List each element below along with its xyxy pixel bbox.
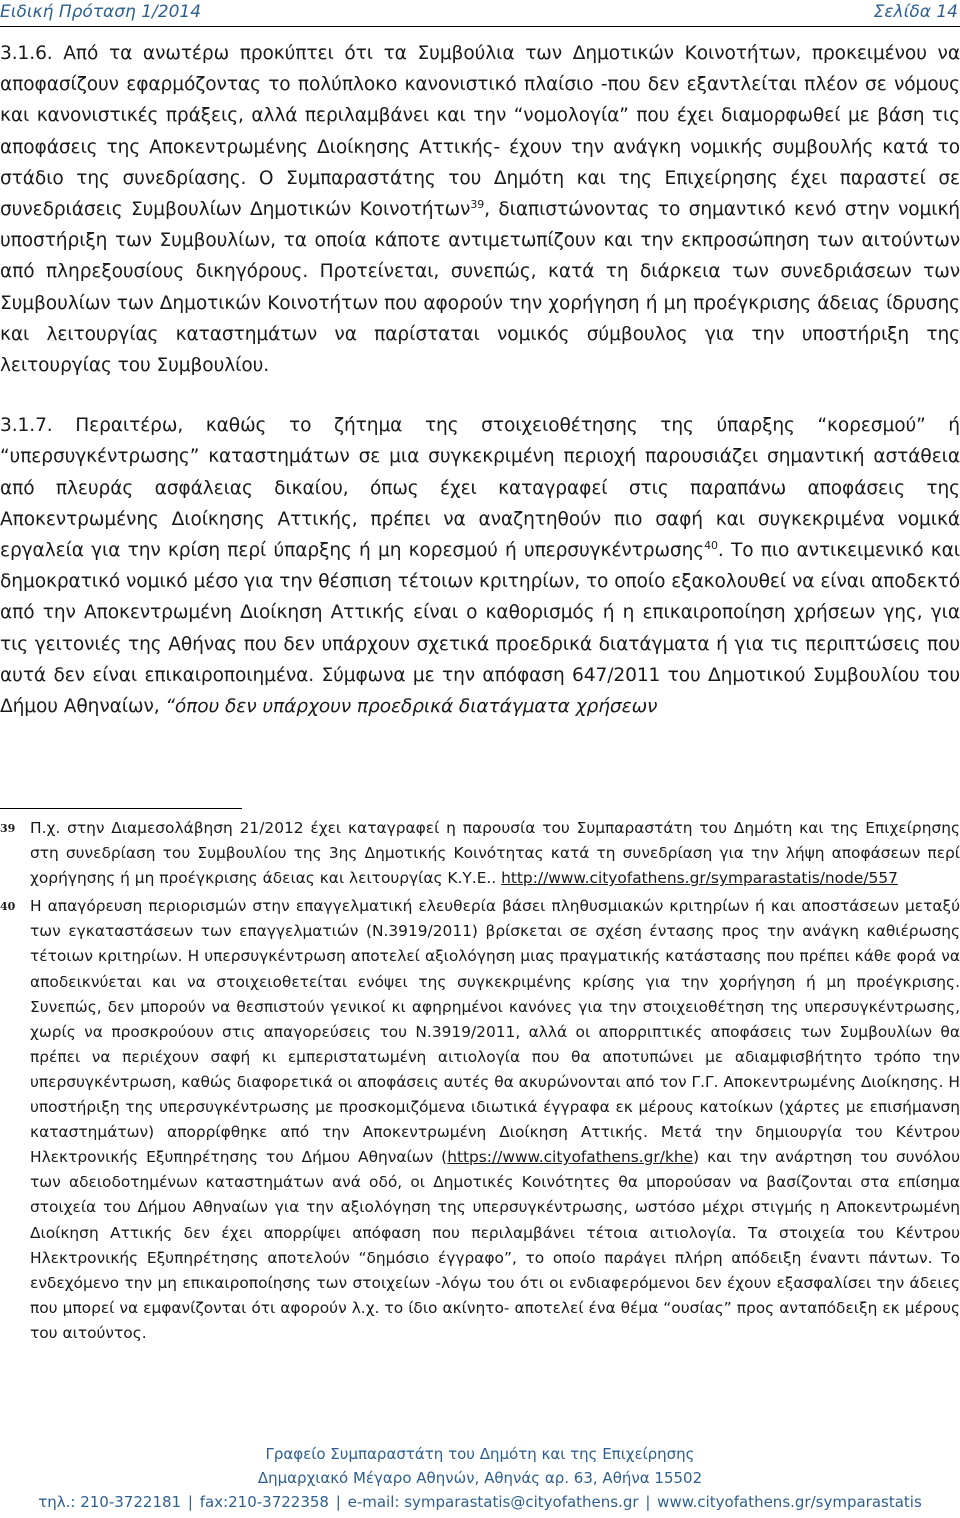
divider: | <box>335 1493 341 1511</box>
document-title: Ειδική Πρόταση 1/2014 <box>0 2 202 22</box>
footnote-number: 40 <box>0 900 16 914</box>
footer-fax: fax:210-3722358 <box>199 1493 329 1511</box>
footnotes <box>0 816 960 1349</box>
footnote-link[interactable]: http://www.cityofathens.gr/symparastatis/node/557 <box>501 869 898 888</box>
footnote-40 <box>0 894 960 1346</box>
footer-office: Γραφείο Συμπαραστάτη του Δημότη και της Επιχείρησης <box>265 1445 695 1463</box>
page-header <box>0 0 960 27</box>
footnote-text: Η απαγόρευση περιορισμών στην επαγγελματική ελευθερία βάσει πληθυσμιακών κριτηρίων ή και αποστάσεων μεταξύ των εγκαταστάσεων των επαγγελματιών (Ν.3919/2011) βρίσκεται σε σχέση έντασης προς την ανάγκη καθιέρωσης τέτοιων κριτηρίων. Η υπερσυγκέντρωση αποτελεί αξιολόγηση μιας πραγματικής κατάστασης που πρέπει κάθε φορά να αποδεικνύεται και να στοιχειοθετείται ενόψει της συγκεκριμένης κρίσης για την χορήγηση ή μη προέγκρισης. Συνεπώς, δεν μπορούν να θεσπιστούν γενικοί κι αφηρημένοι κανόνες για την στοιχειοθέτηση της υπερσυγκέντρωσης, χωρίς να προσκρούουν στις απαγορεύσεις του Ν.3919/2011, αλλά οι απορριπτικές αποφάσεις των Συμβουλίων θα πρέπει να περιέχουν σαφή κι εμπεριστατωμένη αιτιολογία που θα αποτυπώνει με αδιαμφισβήτητο τρόπο την υπερσυγκέντρωση, καθώς διαφορετικά οι αποφάσεις αυτές θα ακυρώνονται από τον Γ.Γ. Αποκεντρωμένης Διοίκησης. Η υποστήριξη της υπερσυγκέντρωσης με προσκομιζόμενα ιδιωτικά έγγραφα εκ μέρους κατοίκων (χάρτες με επισήμανση καταστημάτων) απορρίφθηκε από την Αποκεντρωμένη Διοίκηση Αττικής. Μετά την δημιουργία του Κέντρου Ηλεκτρονικής Εξυπηρέτησης του Δήμου Αθηναίων ( <box>30 897 960 1167</box>
footnote-39 <box>0 816 960 891</box>
footer-contacts <box>0 1490 960 1514</box>
footnote-link[interactable]: https://www.cityofathens.gr/khe <box>447 1148 694 1167</box>
footnote-text: ) και την ανάρτηση του συνόλου των αδειοδοτημένων καταστημάτων ανά οδό, οι Δημοτικές Κοινότητες θα μπορούσαν να βασίζονται στα επίσημα στοιχεία του Δήμου Αθηναίων για την αξιολόγηση της υπερσυγκέντρωσης, ωστόσο μέχρι στιγμής η Αποκεντρωμένη Διοίκηση Αττικής δεν έχει απορρίψει απόφαση που περιλαμβάνει τέτοια αιτιολογία. Τα στοιχεία του Κέντρου Ηλεκτρονικής Εξυπηρέτησης αποτελούν “δημόσιο έγγραφο”, το οποίο παράγει πλήρη απόδειξη έναντι πάντων. Το ενδεχόμενο την μη επικαιροποίησης των στοιχείων -λόγω του ότι οι ενδιαφερόμενοι δεν έχουν εξασφαλίσει την άδειες που μπορεί να εμφανίζονται ότι αφορούν λ.χ. το ίδιο ακίνητο- αποτελεί ένα θέμα “ουσίας” προς ανταπόδειξη εκ μέρους του αιτούντος. <box>30 1148 960 1342</box>
footer-website[interactable]: www.cityofathens.gr/symparastatis <box>657 1493 922 1511</box>
page-number: Σελίδα 14 <box>873 2 958 22</box>
quoted-text: “όπου δεν υπάρχουν προεδρικά διατάγματα χρήσεων <box>165 696 658 718</box>
body-text <box>0 38 960 722</box>
footnote-ref-40[interactable]: 40 <box>704 538 718 552</box>
divider: | <box>187 1493 193 1511</box>
footnote-separator <box>0 808 242 809</box>
paragraph-text: 3.1.6. Από τα ανωτέρω προκύπτει ότι τα Συμβούλια των Δημοτικών Κοινοτήτων, προκειμένου να αποφασίζουν εφαρμόζοντας το πολύπλοκο κανονιστικό πλαίσιο -που δεν εξαντλείται πλέον σε νόμους και κανονιστικές πράξεις, αλλά περιλαμβάνει και την “νομολογία” που έχει διαμορφωθεί με βάση τις αποφάσεις της Αποκεντρωμένης Διοίκησης Αττικής- έχουν την ανάγκη νομικής συμβουλής κατά το στάδιο της συνεδρίασης. Ο Συμπαραστάτης του Δημότη και της Επιχείρησης έχει παραστεί σε συνεδριάσεις Συμβουλίων Δημοτικών Κοινοτήτων <box>0 43 960 221</box>
page-footer <box>0 1442 960 1514</box>
divider: | <box>645 1493 651 1511</box>
paragraph-3-1-7 <box>0 410 960 722</box>
footer-email[interactable]: e-mail: symparastatis@cityofathens.gr <box>347 1493 639 1511</box>
paragraph-3-1-6 <box>0 38 960 381</box>
footnote-number: 39 <box>0 822 16 835</box>
paragraph-text: 3.1.7. Περαιτέρω, καθώς το ζήτημα της στοιχειοθέτησης της ύπαρξης “κορεσμού” ή “υπερσυγκέντρωσης” καταστημάτων σε μια συγκεκριμένη περιοχή παρουσιάζει σημαντική αστάθεια από πλευράς ασφάλειας δικαίου, όπως έχει καταγραφεί στις παραπάνω αποφάσεις της Αποκεντρωμένης Διοίκησης Αττικής, πρέπει να αναζητηθούν πιο σαφή και συγκεκριμένα νομικά εργαλεία για την κρίση περί ύπαρξης ή μη κορεσμού ή υπερσυγκέντρωσης <box>0 415 960 562</box>
footnote-text: Π.χ. στην Διαμεσολάβηση 21/2012 έχει καταγραφεί η παρουσία του Συμπαραστάτη του Δημότη και της Επιχείρησης στη συνεδρίαση του Συμβουλίου της 3ης Δημοτικής Κοινότητας κατά τη συνεδρίαση για την λήψη αποφάσεων περί χορήγησης ή μη προέγκρισης άδειας και λειτουργίας Κ.Υ.Ε.. <box>30 819 960 888</box>
paragraph-text: . Το πιο αντικειμενικό και δημοκρατικό νομικό μέσο για την θέσπιση τέτοιων κριτηρίων, το οποίο εξακολουθεί να είναι αποδεκτό από την Αποκεντρωμένη Διοίκηση Αττικής είναι ο καθορισμός ή η επικαιροποίηση χρήσεων γης, για τις γειτονιές της Αθήνας που δεν υπάρχουν σχετικά προεδρικά διατάγματα ή για τις περιπτώσεις που αυτά δεν είναι επικαιροποιημένα. Σύμφωνα με την απόφαση 647/2011 του Δημοτικού Συμβουλίου του Δήμου Αθηναίων, <box>0 540 960 718</box>
paragraph-text: , διαπιστώνοντας το σημαντικό κενό στην νομική υποστήριξη των Συμβουλίων, τα οποία κάποτε αντιμετωπίζουν και την εκπροσώπηση των αιτούντων από πληρεξουσίους δικηγόρους. Προτείνεται, συνεπώς, κατά τη διάρκεια των συνεδριάσεων των Συμβουλίων των Δημοτικών Κοινοτήτων που αφορούν την χορήγηση ή μη προέγκρισης άδειας ίδρυσης και λειτουργίας καταστημάτων να παρίσταται νομικός σύμβουλος για την υποστήριξη της λειτουργίας του Συμβουλίου. <box>0 199 960 377</box>
footnote-ref-39[interactable]: 39 <box>470 197 485 211</box>
footer-address: Δημαρχιακό Μέγαρο Αθηνών, Αθηνάς αρ. 63, Αθήνα 15502 <box>257 1469 703 1487</box>
footer-phone: τηλ.: 210-3722181 <box>38 1493 182 1511</box>
